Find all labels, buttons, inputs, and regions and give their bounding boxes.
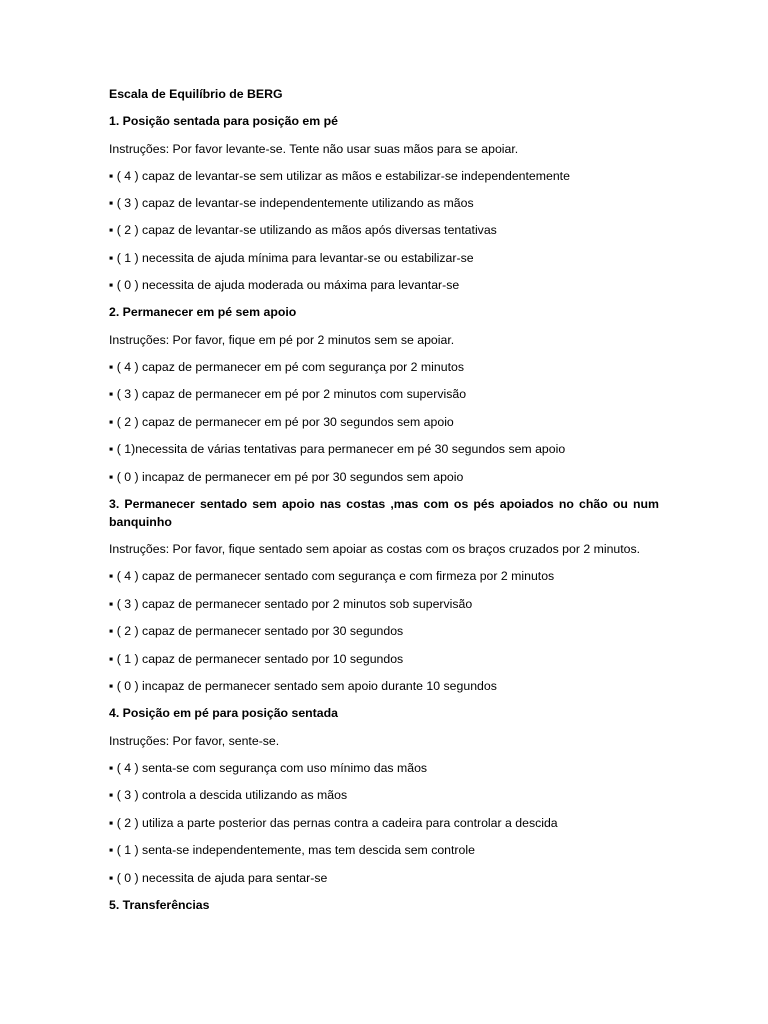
scale-option: ▪ ( 0 ) incapaz de permanecer em pé por 30 segundos sem apoio — [109, 470, 464, 484]
scale-option: ▪ ( 4 ) capaz de permanecer em pé com segurança por 2 minutos — [109, 360, 464, 374]
document-title: Escala de Equilíbrio de BERG — [109, 87, 283, 101]
scale-option: ▪ ( 3 ) capaz de permanecer sentado por 2 minutos sob supervisão — [109, 597, 473, 611]
scale-option: ▪ ( 0 ) necessita de ajuda moderada ou máxima para levantar-se — [109, 278, 460, 292]
section-heading: 3. Permanecer sentado sem apoio nas costas ,mas com os pés apoiados no chão ou num banquinho — [109, 497, 659, 529]
scale-option: ▪ ( 1 ) senta-se independentemente, mas tem descida sem controle — [109, 843, 475, 857]
section-instructions: Instruções: Por favor, fique sentado sem apoiar as costas com os braços cruzados por 2 minutos. — [109, 542, 641, 556]
section-heading: 2. Permanecer em pé sem apoio — [109, 305, 297, 319]
section-instructions: Instruções: Por favor, fique em pé por 2 minutos sem se apoiar. — [109, 333, 455, 347]
scale-option: ▪ ( 4 ) capaz de levantar-se sem utilizar as mãos e estabilizar-se independentemente — [109, 169, 570, 183]
scale-option: ▪ ( 2 ) capaz de permanecer sentado por 30 segundos — [109, 624, 404, 638]
scale-option: ▪ ( 0 ) incapaz de permanecer sentado sem apoio durante 10 segundos — [109, 679, 497, 693]
scale-option: ▪ ( 3 ) capaz de levantar-se independentemente utilizando as mãos — [109, 196, 474, 210]
scale-option: ▪ ( 2 ) capaz de permanecer em pé por 30 segundos sem apoio — [109, 415, 454, 429]
section-heading: 5. Transferências — [109, 898, 210, 912]
scale-option: ▪ ( 1 ) capaz de permanecer sentado por 10 segundos — [109, 652, 404, 666]
scale-option: ▪ ( 4 ) capaz de permanecer sentado com segurança e com firmeza por 2 minutos — [109, 569, 555, 583]
scale-option: ▪ ( 3 ) controla a descida utilizando as mãos — [109, 788, 348, 802]
scale-option: ▪ ( 1)necessita de várias tentativas para permanecer em pé 30 segundos sem apoio — [109, 442, 566, 456]
section-instructions: Instruções: Por favor levante-se. Tente não usar suas mãos para se apoiar. — [109, 142, 519, 156]
scale-option: ▪ ( 3 ) capaz de permanecer em pé por 2 minutos com supervisão — [109, 387, 467, 401]
scale-option: ▪ ( 2 ) utiliza a parte posterior das pernas contra a cadeira para controlar a descida — [109, 816, 558, 830]
scale-option: ▪ ( 2 ) capaz de levantar-se utilizando as mãos após diversas tentativas — [109, 223, 497, 237]
section-heading: 1. Posição sentada para posição em pé — [109, 114, 338, 128]
section-heading: 4. Posição em pé para posição sentada — [109, 706, 338, 720]
scale-option: ▪ ( 0 ) necessita de ajuda para sentar-se — [109, 871, 328, 885]
section-instructions: Instruções: Por favor, sente-se. — [109, 734, 280, 748]
scale-option: ▪ ( 4 ) senta-se com segurança com uso mínimo das mãos — [109, 761, 428, 775]
scale-option: ▪ ( 1 ) necessita de ajuda mínima para levantar-se ou estabilizar-se — [109, 251, 474, 265]
